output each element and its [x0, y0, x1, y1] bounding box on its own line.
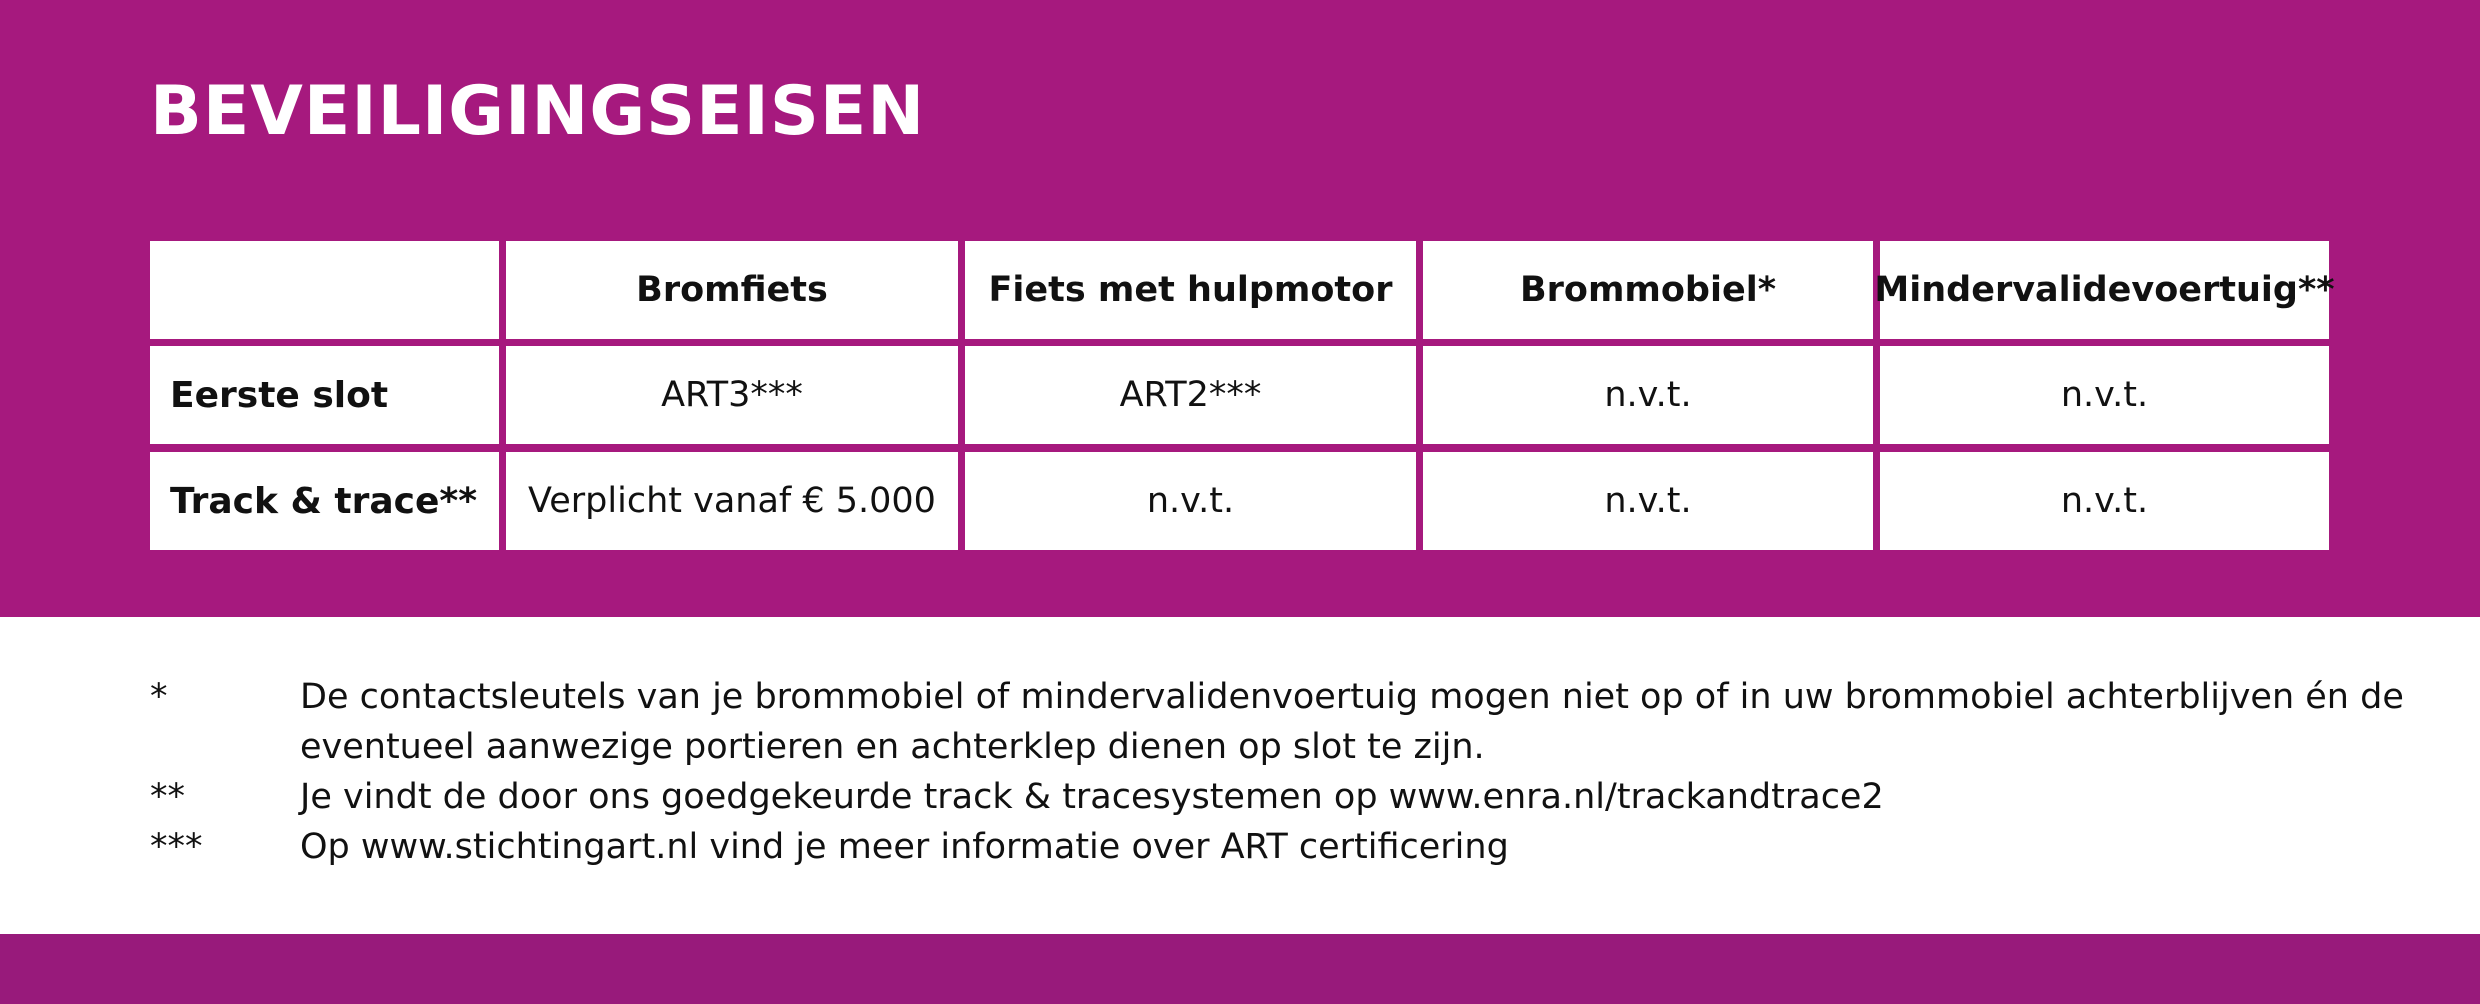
footnote-item — [150, 822, 2350, 872]
footnote-line: Je vindt de door ons goedgekeurde track & tracesystemen op www.enra.nl/trackandtrace2 — [300, 777, 1884, 817]
row-label-track-and-trace: Track & trace** — [150, 452, 499, 550]
column-header-bromfiets: Bromfiets — [506, 241, 958, 339]
row-label-eerste-slot: Eerste slot — [150, 346, 499, 444]
footnote-item — [150, 672, 2404, 772]
footnote-item — [150, 772, 2350, 822]
footnote-marker: * — [150, 677, 168, 717]
footnote-text — [300, 772, 2350, 822]
column-header-brommobiel: Brommobiel* — [1423, 241, 1873, 339]
table-cell: ART2*** — [965, 346, 1416, 444]
footnote-text — [300, 822, 2350, 872]
footnote-marker: *** — [150, 827, 203, 867]
page-title: BEVEILIGINGSEISEN — [150, 72, 926, 151]
table-cell: n.v.t. — [1423, 346, 1873, 444]
table-header-empty — [150, 241, 499, 339]
table-cell: n.v.t. — [1880, 346, 2329, 444]
footnote-line: Op www.stichtingart.nl vind je meer informatie over ART certificering — [300, 827, 1509, 867]
footnote-text — [300, 672, 2404, 772]
table-cell: ART3*** — [506, 346, 958, 444]
column-header-fiets-met-hulpmotor: Fiets met hulpmotor — [965, 241, 1416, 339]
footnote-line: eventueel aanwezige portieren en achterklep dienen op slot te zijn. — [300, 727, 1485, 767]
table-cell: Verplicht vanaf € 5.000 — [506, 452, 958, 550]
table-cell: n.v.t. — [965, 452, 1416, 550]
column-header-mindervalidevoertuig: Mindervalidevoertuig** — [1880, 241, 2329, 339]
footer-band — [0, 934, 2480, 1004]
footnote-line: De contactsleutels van je brommobiel of mindervalidenvoertuig mogen niet op of in uw brommobiel achterblijven én de — [300, 677, 2404, 717]
table-cell: n.v.t. — [1880, 452, 2329, 550]
footnotes — [150, 672, 2404, 872]
footnote-marker: ** — [150, 777, 185, 817]
table-cell: n.v.t. — [1423, 452, 1873, 550]
